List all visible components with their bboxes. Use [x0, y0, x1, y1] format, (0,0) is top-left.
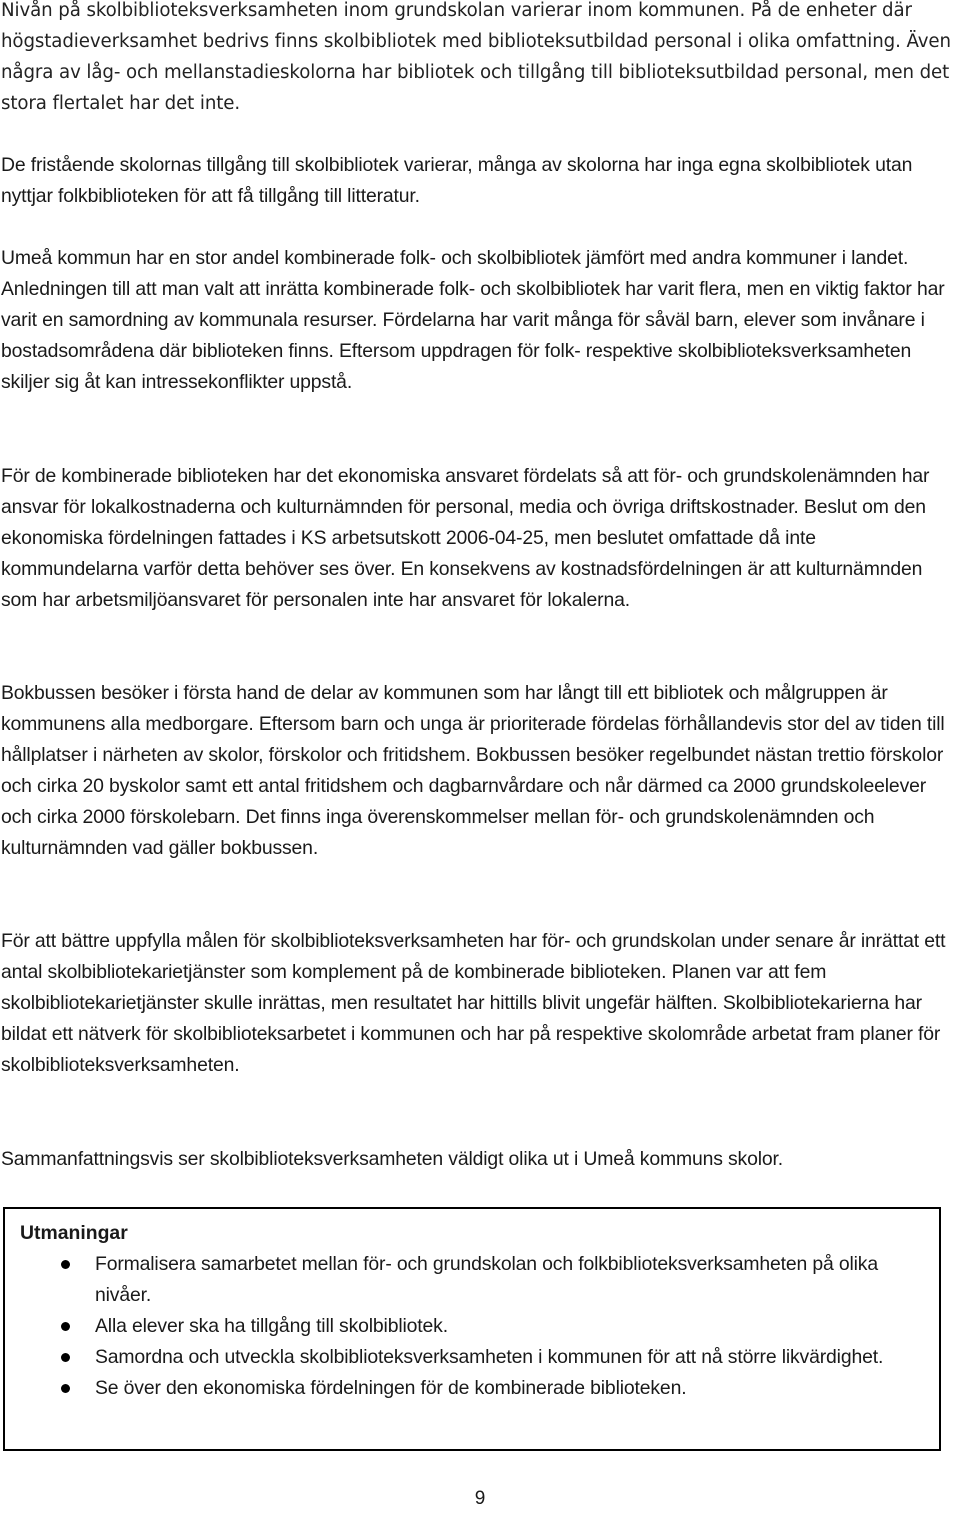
bullet-icon [61, 1260, 70, 1269]
bullet-icon [61, 1322, 70, 1331]
challenge-item-text: Formalisera samarbetet mellan för- och grundskolan och folkbiblioteksverksamheten på olika nivåer. [95, 1253, 878, 1306]
challenge-item [5, 1373, 935, 1404]
challenge-item-text: Se över den ekonomiska fördelningen för de kombinerade biblioteken. [95, 1377, 687, 1399]
page-number: 9 [474, 1488, 486, 1509]
paragraph-book-bus: Bokbussen besöker i första hand de delar av kommunen som har långt till ett bibliotek och målgruppen är kommunens alla medborgare. Eftersom barn och unga är prioriterade fördelas förhållandevis stor del av tiden till hållplatser i närheten av skolor, förskolor och fritidshem. Bokbussen besöker regelbundet nästan trettio förskolor och cirka 20 byskolor samt ett antal fritidshem och dagbarnvårdare och når därmed ca 2000 grundskoleelever och cirka 2000 förskolebarn. Det finns inga överenskommelser mellan för- och grundskolenämnden och kulturnämnden vad gäller bokbussen. [1, 682, 945, 859]
paragraph-independent-schools: De fristående skolornas tillgång till skolbibliotek varierar, många av skolorna har inga egna skolbibliotek utan nyttjar folkbiblioteken för att få tillgång till litteratur. [1, 154, 913, 207]
paragraph-school-librarians: För att bättre uppfylla målen för skolbiblioteksverksamheten har för- och grundskolan under senare år inrättat ett antal skolbibliotekarietjänster som komplement på de kombinerade biblioteken. Planen var att fem skolbibliotekarietjänster skulle inrättas, men resultatet har hittills blivit ungefär hälften. Skolbibliotekarierna har bildat ett nätverk för skolbiblioteksarbetet i kommunen och har på respektive skolområde arbetat fram planer för skolbiblioteksverksamheten. [1, 930, 946, 1076]
paragraph-summary: Sammanfattningsvis ser skolbiblioteksverksamheten väldigt olika ut i Umeå kommuns skolor. [1, 1148, 783, 1170]
challenge-item [5, 1249, 935, 1311]
paragraph-school-library-level: Nivån på skolbiblioteksverksamheten inom grundskolan varierar inom kommunen. På de enheter där högstadieverksamhet bedrivs finns skolbibliotek med biblioteksutbildad personal i olika omfattning. Även några av låg- och mellanstadieskolorna har bibliotek och tillgång till biblioteksutbildad personal, men det stora flertalet har det inte. [1, 0, 951, 114]
paragraph-combined-libraries: Umeå kommun har en stor andel kombinerade folk- och skolbibliotek jämfört med andra kommuner i landet. Anledningen till att man valt att inrätta kombinerade folk- och skolbibliotek har varit flera, men en viktig faktor har varit en samordning av kommunala resurser. Fördelarna har varit många för såväl barn, elever som invånare i bostadsområdena där biblioteken finns. Eftersom uppdragen för folk- respektive skolbiblioteksverksamheten skiljer sig åt kan intressekonflikter uppstå. [1, 247, 945, 393]
bullet-icon [61, 1353, 70, 1362]
challenge-item [5, 1311, 935, 1342]
challenges-title: Utmaningar [20, 1222, 128, 1244]
challenges-box [3, 1207, 941, 1451]
bullet-icon [61, 1384, 70, 1393]
challenges-list [5, 1249, 935, 1404]
challenge-item-text: Samordna och utveckla skolbiblioteksverksamheten i kommunen för att nå större likvärdighet. [95, 1346, 884, 1368]
challenge-item [5, 1342, 935, 1373]
challenge-item-text: Alla elever ska ha tillgång till skolbibliotek. [95, 1315, 448, 1337]
paragraph-economic-responsibility: För de kombinerade biblioteken har det ekonomiska ansvaret fördelats så att för- och grundskolenämnden har ansvar för lokalkostnaderna och kulturnämnden för personal, media och övriga driftskostnader. Beslut om den ekonomiska fördelningen fattades i KS arbetsutskott 2006-04-25, men beslutet omfattade då inte kommundelarna varför detta behöver ses över. En konsekvens av kostnadsfördelningen är att kulturnämnden som har arbetsmiljöansvaret för personalen inte har ansvaret för lokalerna. [1, 465, 930, 611]
